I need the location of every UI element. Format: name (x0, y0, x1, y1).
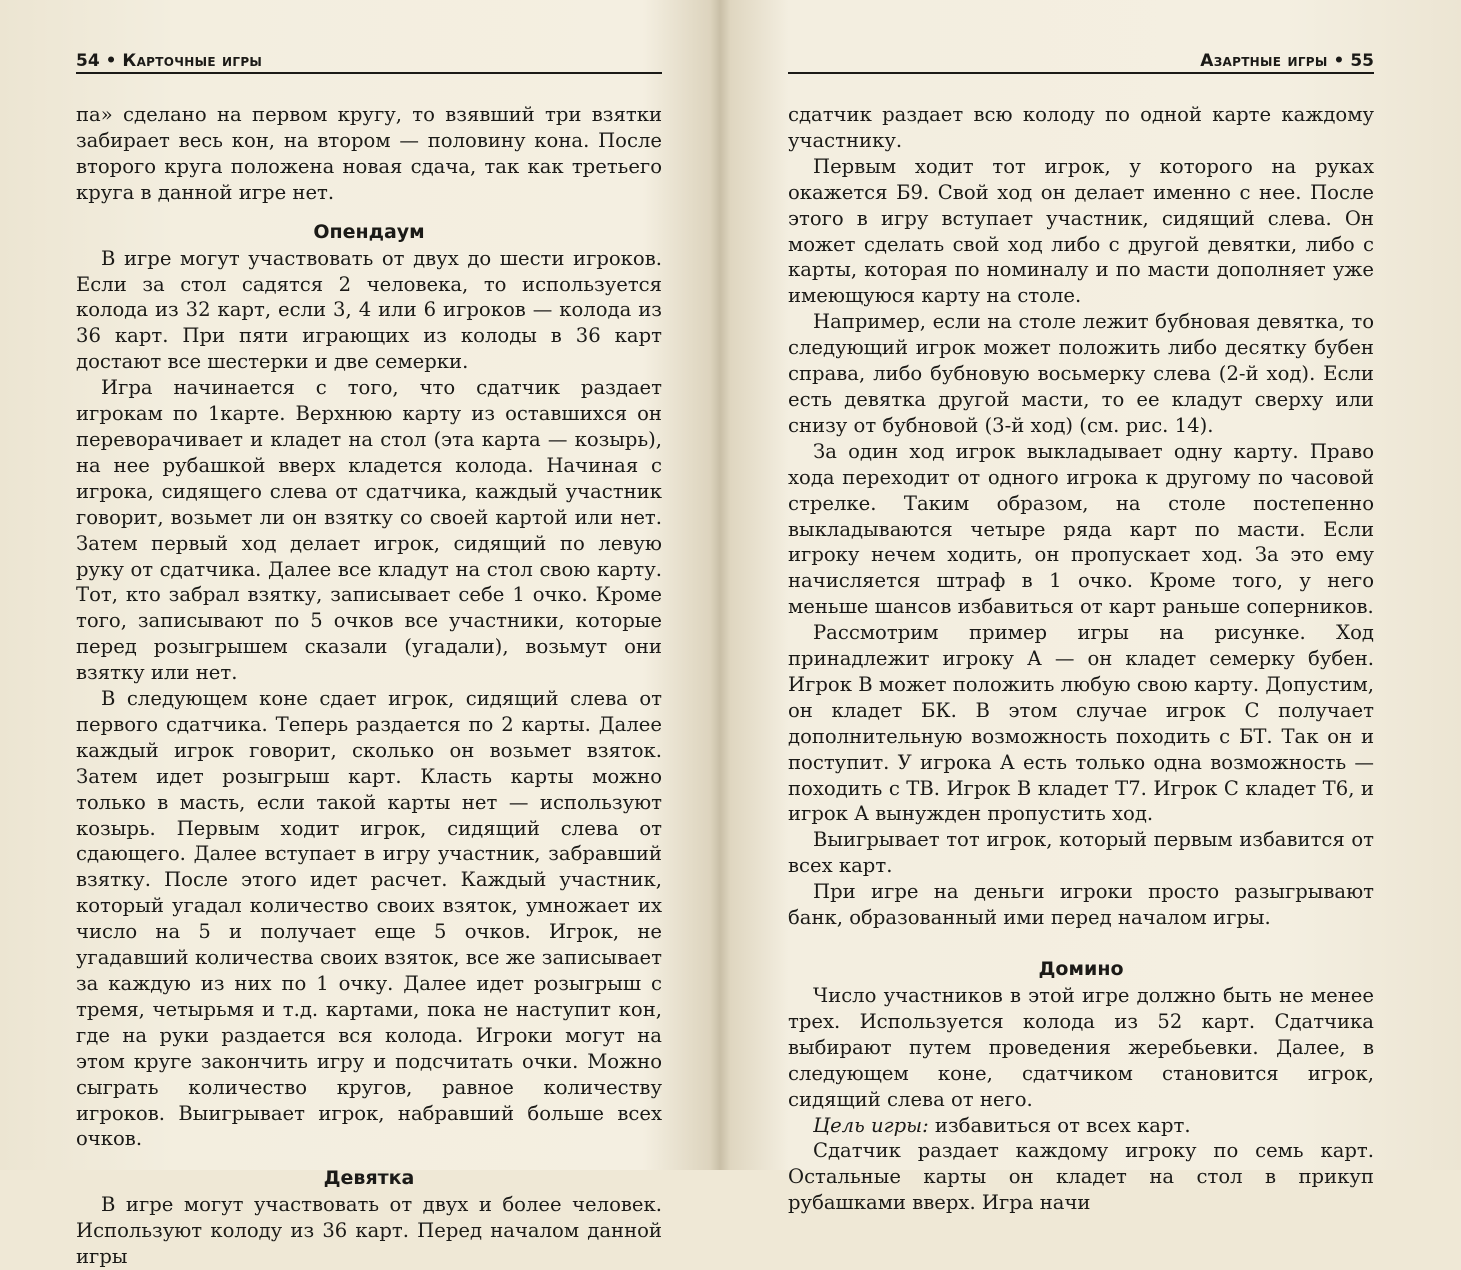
paragraph: сдатчик раздает всю колоду по одной карте каждому участнику. (788, 103, 1374, 152)
right-page (788, 0, 1374, 1215)
header-bullet: • (1333, 51, 1345, 71)
paragraph: За один ход игрок выкладывает одну карту. Право хода переходит от одного игрока к другому по часовой стрелке. Таким образом, на столе постепенно выкладываются четыре ряда карт по масти. Если игроку нечем ходить, он пропускает ход. За это ему начисляется штраф в 1 очко. Кроме того, у него меньше шансов избавиться от карт раньше соперников. (788, 439, 1374, 619)
paragraph: В следующем коне сдает игрок, сидящий слева от первого сдатчика. Теперь раздается по 2 карты. Далее каждый игрок говорит, сколько он возьмет взяток. Затем идет розыгрыш карт. Класть карты можно только в масть, если такой карты нет — используют козырь. Первым ходит игрок, сидящий слева от сдающего. Далее вступает в игру участник, забравший взятку. После этого идет расчет. Каждый участник, который угадал количество своих взяток, умножает их число на 5 и получает еще 5 очков. Игрок, не угадавший количества своих взяток, все же записывает за каждую из них по 1 очку. Далее идет розыгрыш с тремя, четырьмя и т.д. картами, пока не наступит кон, где на руки раздается вся колода. Игроки могут на этом круге закончить игру и подсчитать очки. Можно сыграть количество кругов, равное количеству игроков. Выигрывает игрок, набравший больше всех очков. (76, 687, 662, 1151)
page-body (76, 102, 662, 1270)
left-page (76, 0, 662, 1269)
section-heading: Опендаум (313, 220, 425, 243)
goal-text: избавиться от всех карт. (928, 1113, 1191, 1137)
paragraph: В игре могут участвовать от двух до шести игроков. Если за стол садятся 2 человека, то используется колода из 32 карт, если 3, 4 или 6 игроков — колода из 36 карт. При пяти играющих из колоды в 36 карт достают все шестерки и две семерки. (76, 246, 662, 374)
page-body (788, 102, 1374, 1216)
paragraph: Первым ходит тот игрок, у которого на руках окажется Б9. Свой ход он делает именно с нее. После этого в игру вступает участник, сидящий слева. Он может сделать свой ход либо с другой девятки, либо с карты, которая по номиналу и по масти дополняет уже имеющуюся карту на столе. (788, 154, 1374, 308)
paragraph: Игра начинается с того, что сдатчик раздает игрокам по 1карте. Верхнюю карту из оставшихся он переворачивает и кладет на стол (эта карта — козырь), на нее рубашкой вверх кладется колода. Начиная с игрока, сидящего слева от сдатчика, каждый участник говорит, возьмет ли он взятку со своей картой или нет. Затем первый ход делает игрок, сидящий по левую руку от сдатчика. Далее все кладут на стол свою карту. Тот, кто забрал взятку, записывает себе 1 очко. Кроме того, записывают по 5 очков все участники, которые перед розыгрышем сказали (угадали), возьмут они взятку или нет. (76, 376, 662, 685)
running-header (76, 50, 662, 74)
goal-label: Цель игры: (813, 1113, 929, 1137)
page-number: 55 (1350, 51, 1374, 71)
page-number: 54 (76, 51, 100, 71)
paragraph: па» сделано на первом кругу, то взявший три взятки забирает весь кон, на втором — половину кона. После второго круга положена новая сдача, так как третьего круга в данной игре нет. (76, 103, 662, 204)
header-bullet: • (105, 51, 117, 71)
running-title: Карточные игры (122, 51, 263, 71)
paragraph: Выигрывает тот игрок, который первым избавится от всех карт. (788, 828, 1374, 878)
paragraph: В игре могут участвовать от двух и более человек. Используют колоду из 36 карт. Перед началом данной игры (76, 1193, 662, 1269)
paragraph: Число участников в этой игре должно быть не менее трех. Используется колода из 52 карт. Сдатчика выбирают путем проведения жеребьевки. Далее, в следующем коне, сдатчиком становится игрок, сидящий слева от него. (788, 984, 1374, 1111)
running-header (788, 50, 1374, 74)
paragraph: Например, если на столе лежит бубновая девятка, то следующий игрок может положить либо десятку бубен справа, либо бубновую восьмерку слева (2-й ход). Если есть девятка другой масти, то ее кладут сверху или снизу от бубновой (3-й ход) (см. рис. 14). (788, 310, 1374, 437)
running-title: Азартные игры (1200, 51, 1328, 71)
paragraph: Рассмотрим пример игры на рисунке. Ход принадлежит игроку А — он кладет семерку бубен. Игрок В может положить любую свою карту. Допустим, он кладет БК. В этом случае игрок С получает дополнительную возможность походить с БТ. Так он и поступит. У игрока А есть только одна возможность — походить с ТВ. Игрок В кладет Т7. Игрок С кладет Т6, и игрок А вынужден пропустить ход. (788, 621, 1374, 826)
section-heading: Домино (1038, 958, 1124, 980)
section-heading: Девятка (323, 1167, 415, 1190)
paragraph: При игре на деньги игроки просто разыгрывают банк, образованный ими перед началом игры. (788, 880, 1374, 930)
paragraph: Сдатчик раздает каждому игроку по семь карт. Остальные карты он кладет на стол в прикуп рубашками вверх. Игра начи (788, 1139, 1374, 1215)
paragraph (788, 1113, 1374, 1139)
